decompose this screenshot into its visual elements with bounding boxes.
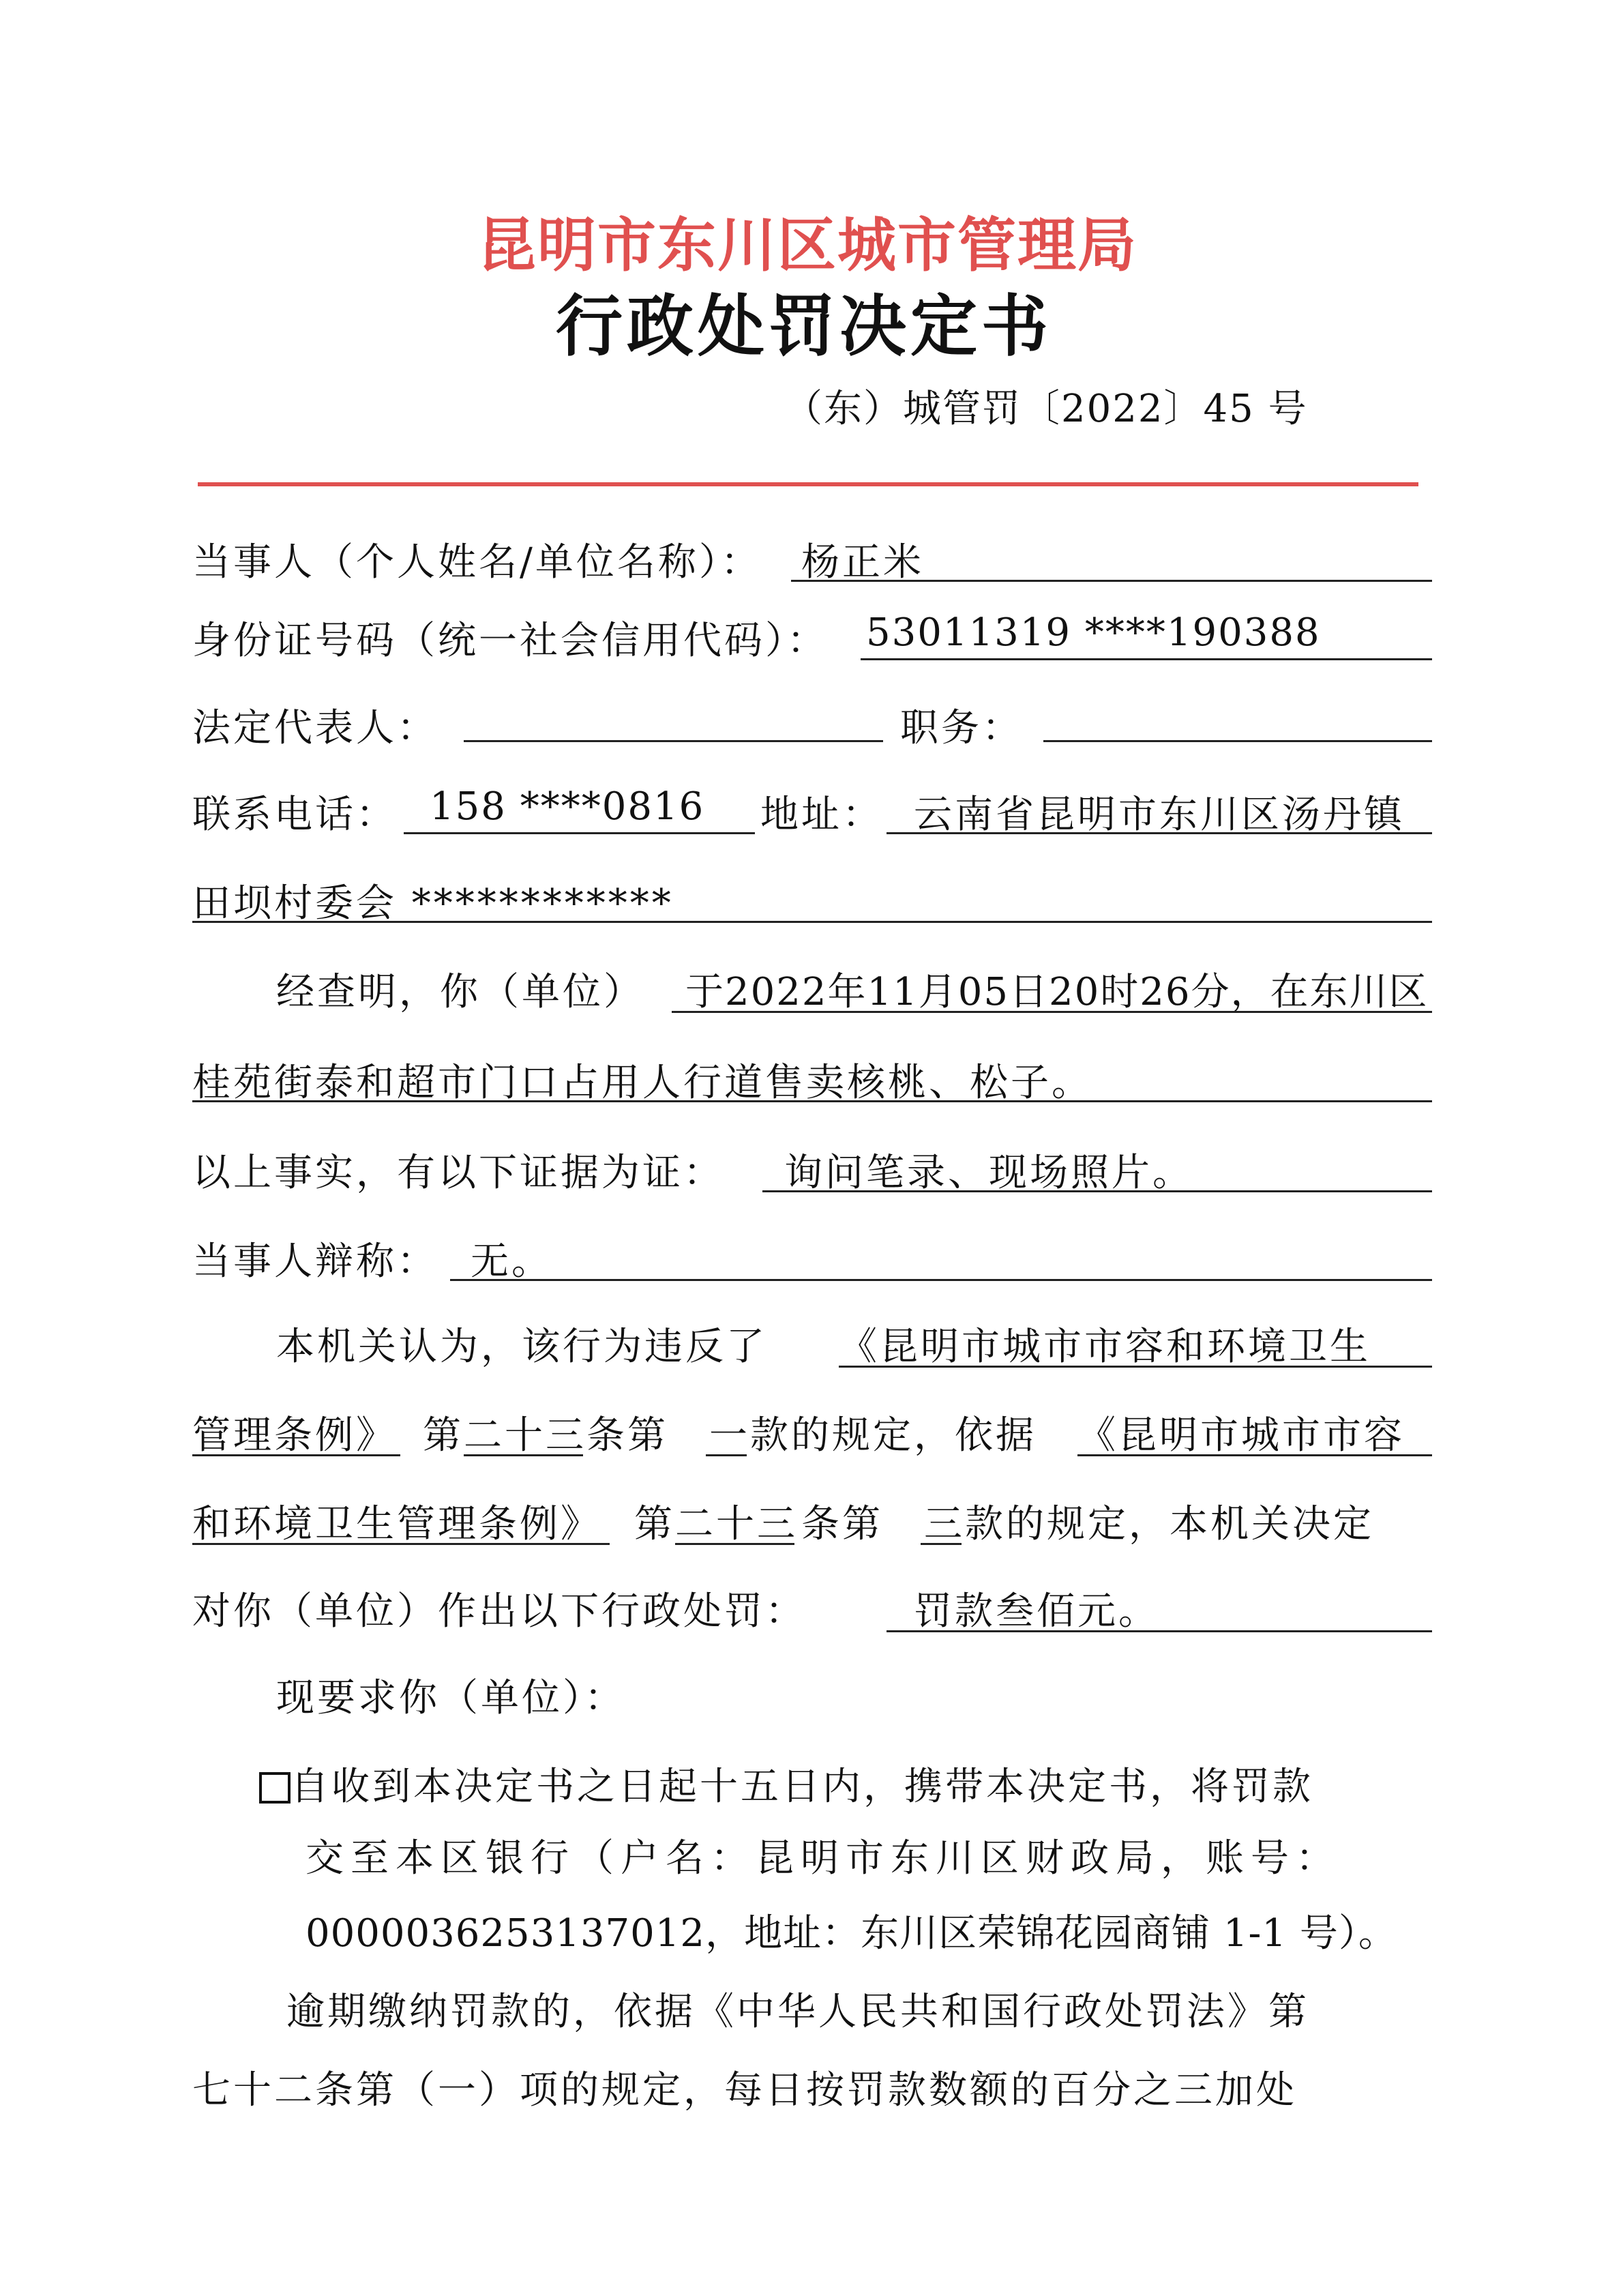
- evidence-underline: [762, 1190, 1432, 1192]
- decision-article-underline-2: [675, 1543, 794, 1545]
- decision-article-underline-1: [464, 1454, 583, 1456]
- overdue-line-1: 逾期缴纳罚款的，依据《中华人民共和国行政处罚法》第: [286, 1990, 1309, 2034]
- facts-intro: 经查明，你（单位）: [276, 970, 644, 1014]
- address-underline-2: [192, 921, 1432, 923]
- defense-label: 当事人辩称：: [192, 1239, 438, 1284]
- decision-line-3-article: 二十三: [675, 1502, 798, 1546]
- address-underline-1: [887, 832, 1432, 834]
- requirement-item-1-line-3: 0000036253137012，地址：东川区荣锦花园商铺 1-1 号）。: [306, 1911, 1397, 1956]
- overdue-line-2: 七十二条第（一）项的规定，每日按罚款数额的百分之三加处: [192, 2068, 1297, 2113]
- requirements-intro: 现要求你（单位）：: [276, 1676, 625, 1720]
- decision-law-1-part-1: 《昆明市城市市容和环境卫生: [839, 1325, 1371, 1369]
- decision-law-2-part-2: 和环境卫生管理条例》: [192, 1502, 601, 1546]
- facts-underline-1: [672, 1011, 1432, 1013]
- decision-line-2-b: 条第: [586, 1413, 668, 1458]
- phone-underline: [404, 832, 755, 834]
- address-value-line-1: 云南省昆明市东川区汤丹镇: [914, 793, 1405, 837]
- decision-law-2-underline-1: [1077, 1454, 1432, 1456]
- phone-label: 联系电话：: [192, 793, 397, 837]
- party-name-value: 杨正米: [801, 540, 924, 585]
- legal-rep-label: 法定代表人：: [192, 706, 438, 750]
- decision-line-3-paragraph: 三: [924, 1502, 965, 1546]
- decision-paragraph-underline-1: [706, 1454, 747, 1456]
- decision-line-3-a: 第: [634, 1502, 675, 1546]
- decision-line-2-paragraph: 一: [709, 1413, 750, 1458]
- header-rule: [198, 482, 1418, 486]
- requirement-item-1-line-1: 自收到本决定书之日起十五日内，携带本决定书，将罚款: [291, 1765, 1313, 1809]
- facts-text-line-1: 于2022年11月05日20时26分，在东川区: [685, 970, 1429, 1014]
- decision-law-2-part-1: 《昆明市城市市容: [1077, 1413, 1405, 1458]
- requirement-checkbox[interactable]: [259, 1772, 291, 1804]
- address-value-line-2: 田坝村委会 ************: [192, 881, 674, 926]
- defense-value: 无。: [471, 1239, 552, 1284]
- decision-line-2-article: 二十三: [464, 1413, 586, 1458]
- id-number-underline: [861, 658, 1432, 660]
- id-number-label: 身份证号码（统一社会信用代码）：: [192, 619, 828, 663]
- decision-line-4-pre: 对你（单位）作出以下行政处罚：: [192, 1589, 806, 1634]
- document-number: （东）城管罚〔2022〕45 号: [784, 387, 1308, 431]
- party-name-label: 当事人（个人姓名/单位名称）：: [192, 540, 762, 585]
- address-label: 地址：: [760, 793, 883, 837]
- agency-name: 昆明市东川区城市管理局: [477, 211, 1137, 280]
- decision-line-2-c: 款的规定，依据: [750, 1413, 1037, 1458]
- decision-paragraph-underline-2: [921, 1543, 962, 1545]
- position-label: 职务：: [900, 706, 1023, 750]
- facts-text-line-2: 桂苑街泰和超市门口占用人行道售卖核桃、松子。: [192, 1061, 1092, 1105]
- penalty-underline: [887, 1630, 1432, 1632]
- decision-law-1-underline-1: [839, 1366, 1432, 1368]
- penalty-value: 罚款叁佰元。: [914, 1589, 1159, 1634]
- decision-line-1-pre: 本机关认为，该行为违反了: [276, 1325, 767, 1369]
- requirement-item-1-line-2: 交至本区银行（户名：昆明市东川区财政局，账号：: [306, 1836, 1341, 1881]
- decision-line-2-a: 第: [423, 1413, 464, 1458]
- defense-underline: [450, 1279, 1432, 1281]
- decision-law-2-underline-2: [192, 1543, 610, 1545]
- decision-law-1-underline-2: [192, 1454, 400, 1456]
- decision-law-1-part-2: 管理条例》: [192, 1413, 397, 1458]
- evidence-label: 以上事实，有以下证据为证：: [192, 1151, 724, 1195]
- document-title: 行政处罚决定书: [556, 287, 1053, 366]
- decision-line-3-c: 款的规定，本机关决定: [965, 1502, 1374, 1546]
- position-underline: [1043, 740, 1432, 742]
- requirement-item-1: [259, 1756, 1313, 1811]
- evidence-value: 询问笔录、现场照片。: [784, 1151, 1193, 1195]
- phone-value: 158 ****0816: [430, 784, 705, 829]
- facts-underline-2: [192, 1100, 1432, 1102]
- legal-rep-underline: [464, 740, 883, 742]
- party-name-underline: [791, 580, 1432, 582]
- id-number-value: 53011319 ****190388: [866, 610, 1321, 655]
- decision-line-3-b: 条第: [801, 1502, 883, 1546]
